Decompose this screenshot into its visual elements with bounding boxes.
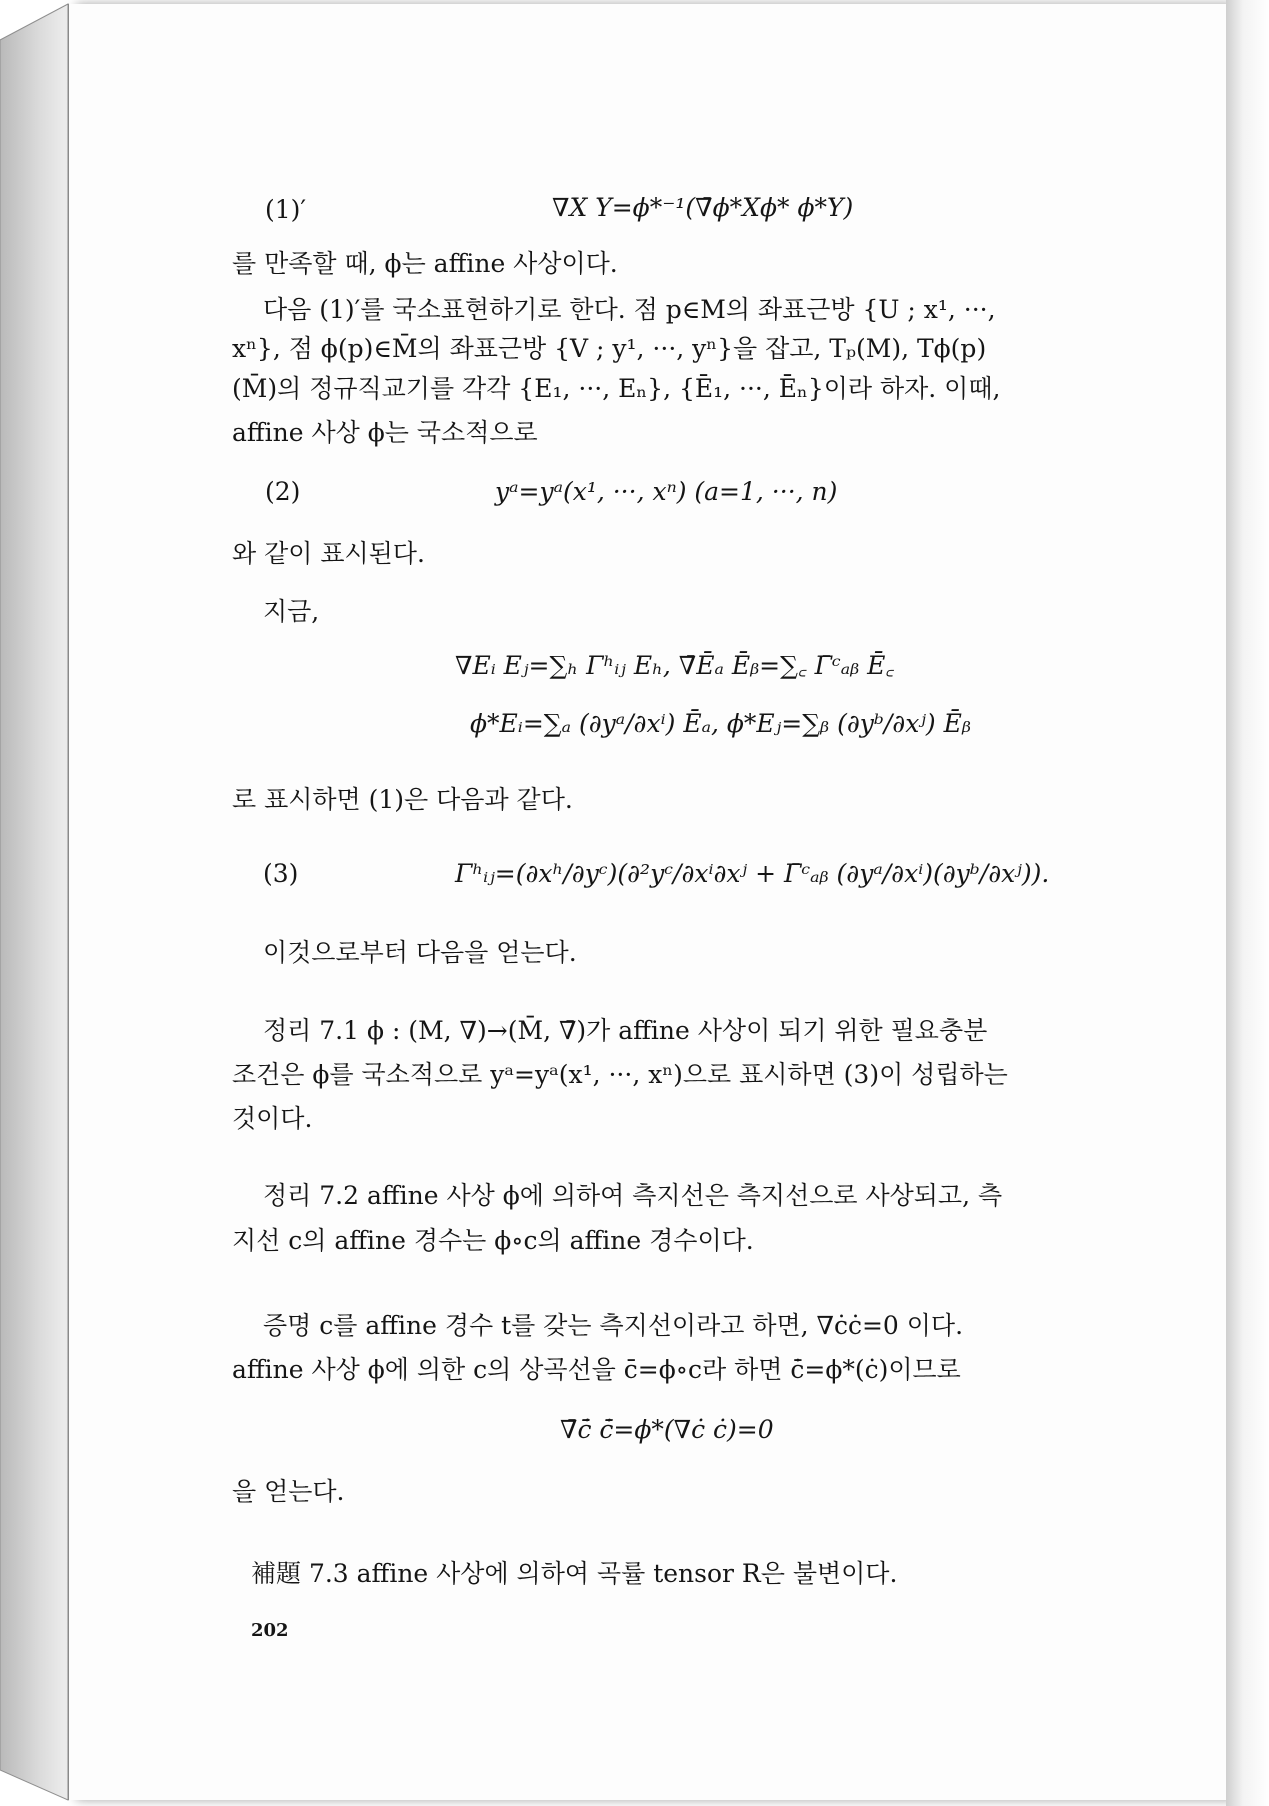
text-line: 를 만족할 때, ϕ는 affine 사상이다. bbox=[232, 249, 618, 278]
equation-pushforward: ϕ*Eᵢ=∑ₐ (∂yᵃ/∂xⁱ) Ēₐ, ϕ*Eⱼ=∑ᵦ (∂yᵇ/∂xʲ) Ēᵦ bbox=[470, 709, 971, 738]
page-edge-shadow bbox=[1226, 0, 1269, 1806]
text-line: 조건은 ϕ를 국소적으로 yᵃ=yᵃ(x¹, ···, xⁿ)으로 표시하면 (3)이 성립하는 bbox=[232, 1060, 1008, 1089]
proof: 증명 c를 affine 경수 t를 갖는 측지선이라고 하면, ∇ċċ=0 이다. bbox=[263, 1311, 964, 1340]
equation-label: (3) bbox=[263, 859, 299, 888]
equation-connection: ∇Eᵢ Eⱼ=∑ₕ Γʰᵢⱼ Eₕ, ∇̄Ēₐ Ēᵦ=∑꜀ Γ̄ᶜₐᵦ Ē꜀ bbox=[455, 651, 895, 680]
text-line: 을 얻는다. bbox=[232, 1477, 345, 1506]
text-line: xⁿ}, 점 ϕ(p)∈M̄의 좌표근방 {V ; y¹, ···, yⁿ}을 잡고, Tₚ(M), Tϕ(p) bbox=[232, 334, 987, 363]
equation-2: yᵃ=yᵃ(x¹, ···, xⁿ) (a=1, ···, n) bbox=[495, 477, 838, 506]
book-spine bbox=[0, 0, 70, 1806]
text-line: affine 사상 ϕ는 국소적으로 bbox=[232, 418, 538, 447]
text-line: affine 사상 ϕ에 의한 c의 상곡선을 c̄=ϕ∘c라 하면 c̄̇=ϕ*(ċ)이므로 bbox=[232, 1355, 961, 1384]
equation-label: (2) bbox=[265, 477, 301, 506]
lemma-7-3: 補題 7.3 affine 사상에 의하여 곡률 tensor R은 불변이다. bbox=[251, 1559, 898, 1588]
page-number: 202 bbox=[251, 1620, 289, 1641]
text-line: 와 같이 표시된다. bbox=[232, 539, 425, 568]
text-line: 것이다. bbox=[232, 1104, 313, 1133]
text-line: 로 표시하면 (1)은 다음과 같다. bbox=[232, 785, 573, 814]
equation-1: ∇X Y=ϕ*⁻¹(∇̄ϕ*Xϕ* ϕ*Y) bbox=[552, 193, 854, 222]
theorem-7-2: 정리 7.2 affine 사상 ϕ에 의하여 측지선은 측지선으로 사상되고, 측 bbox=[263, 1181, 1003, 1210]
text-line: 지금, bbox=[263, 597, 320, 626]
equation-label: (1)′ bbox=[265, 195, 307, 224]
text-line: 다음 (1)′를 국소표현하기로 한다. 점 p∈M의 좌표근방 {U ; x¹, ···, bbox=[263, 295, 996, 324]
text-line: 지선 c의 affine 경수는 ϕ∘c의 affine 경수이다. bbox=[232, 1226, 754, 1255]
text-line: (M̄)의 정규직교기를 각각 {E₁, ···, Eₙ}, {Ē₁, ···, Ēₙ}이라 하자. 이때, bbox=[232, 374, 1001, 403]
text-line: 이것으로부터 다음을 얻는다. bbox=[263, 938, 577, 967]
equation-3: Γʰᵢⱼ=(∂xʰ/∂yᶜ)(∂²yᶜ/∂xⁱ∂xʲ + Γ̄ᶜₐᵦ (∂yᵃ/∂xⁱ)(∂yᵇ/∂xʲ)). bbox=[455, 859, 1050, 888]
theorem-7-1: 정리 7.1 ϕ : (M, ∇)→(M̄, ∇̄)가 affine 사상이 되기 위한 필요충분 bbox=[263, 1016, 988, 1045]
equation-geodesic: ∇̄ċ̄ c̄̇=ϕ*(∇ċ ċ)=0 bbox=[560, 1415, 774, 1444]
